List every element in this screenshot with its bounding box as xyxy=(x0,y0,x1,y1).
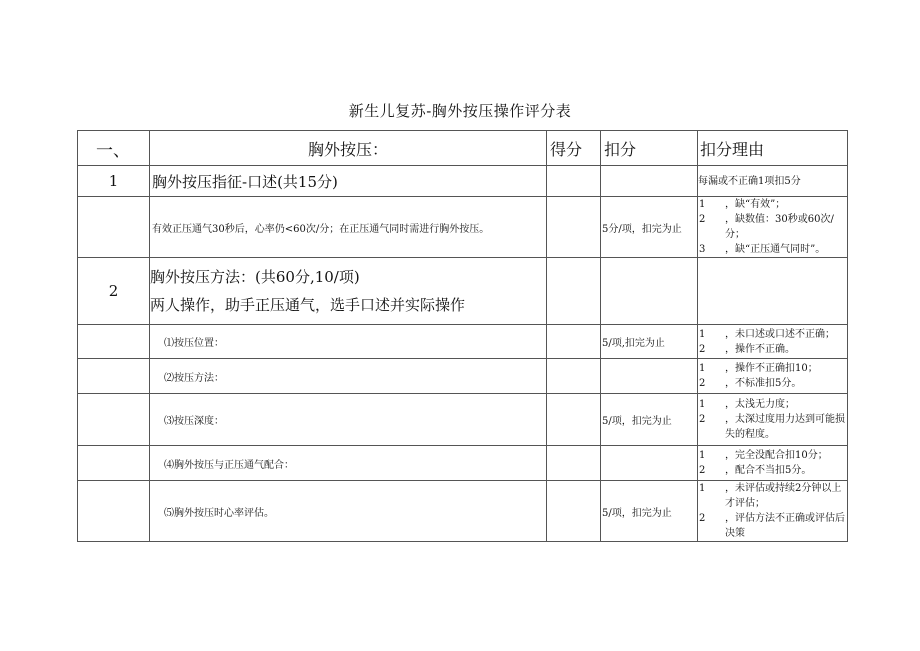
score-cell xyxy=(547,325,601,359)
reason-num: 1 xyxy=(699,450,706,461)
row-item: 有效正压通气30秒后，心率仍<60次/分；在正压通气同时需进行胸外按压。 xyxy=(150,197,547,258)
deduct-cell xyxy=(601,446,698,481)
reason-text: ，不标准扣5分。 xyxy=(725,378,802,389)
row-number xyxy=(78,197,150,258)
score-table xyxy=(77,130,848,542)
reason-num: 1 xyxy=(699,328,706,340)
reason-text: ，太深过度用力达到可能损失的程度。 xyxy=(725,414,845,440)
deduct-cell xyxy=(601,258,698,325)
reason-num: 1 xyxy=(699,199,706,210)
reason-num: 1 xyxy=(699,483,706,494)
score-cell xyxy=(547,258,601,325)
header-section: 一、 xyxy=(78,131,150,166)
table-row xyxy=(78,394,848,446)
reason-cell xyxy=(698,258,848,325)
reason-num: 2 xyxy=(699,378,706,389)
header-reason: 扣分理由 xyxy=(698,131,848,166)
reason-text: ，操作不正确扣10； xyxy=(725,363,818,374)
deduct-cell: 5/项,扣完为止 xyxy=(601,325,698,359)
reason-num: 2 xyxy=(699,414,706,425)
reason-text: ，未评估或持续2分钟以上才评估； xyxy=(725,483,842,509)
reason-text: ，缺“有效”； xyxy=(725,199,786,210)
deduct-cell: 5分/项，扣完为止 xyxy=(601,197,698,258)
row-number: 1 xyxy=(78,166,150,197)
reason-text: ，太浅无力度； xyxy=(725,399,795,410)
deduct-cell: 5/项，扣完为止 xyxy=(601,394,698,446)
reason-cell xyxy=(698,359,848,394)
deduct-cell: 5/项，扣完为止 xyxy=(601,481,698,542)
table-header-row xyxy=(78,131,848,166)
reason-cell xyxy=(698,325,848,359)
table-row xyxy=(78,481,848,542)
row-item-line: 两人操作，助手正压通气，选手口述并实际操作 xyxy=(150,296,466,314)
reason-num: 1 xyxy=(699,399,706,410)
row-number xyxy=(78,359,150,394)
table-row xyxy=(78,446,848,481)
score-cell xyxy=(547,197,601,258)
header-item: 胸外按压： xyxy=(150,131,547,166)
row-item: ⑴按压位置： xyxy=(150,325,547,359)
row-item: ⑸胸外按压时心率评估。 xyxy=(150,481,547,542)
deduct-cell xyxy=(601,166,698,197)
reason-num: 2 xyxy=(699,214,706,225)
table-row xyxy=(78,258,848,325)
row-item: ⑶按压深度： xyxy=(150,394,547,446)
row-item: ⑵按压方法： xyxy=(150,359,547,394)
header-deduct: 扣分 xyxy=(601,131,698,166)
reason-num: 2 xyxy=(699,343,706,355)
table-row xyxy=(78,359,848,394)
reason-cell xyxy=(698,197,848,258)
reason-cell xyxy=(698,166,848,197)
reason-cell xyxy=(698,481,848,542)
row-number: 2 xyxy=(78,258,150,325)
reason-text: ，缺数值：30秒或60次/分； xyxy=(725,214,834,240)
score-cell xyxy=(547,481,601,542)
reason-num: 2 xyxy=(699,513,706,524)
score-cell xyxy=(547,394,601,446)
row-number xyxy=(78,481,150,542)
reason-num: 1 xyxy=(699,363,706,374)
row-number xyxy=(78,446,150,481)
row-item: 胸外按压指征-口述(共15分) xyxy=(150,166,547,197)
reason-cell xyxy=(698,394,848,446)
deduct-cell xyxy=(601,359,698,394)
header-score: 得分 xyxy=(547,131,601,166)
score-cell xyxy=(547,166,601,197)
page-title: 新生儿复苏-胸外按压操作评分表 xyxy=(348,102,572,120)
score-cell xyxy=(547,446,601,481)
reason-text: ，评估方法不正确或评估后决策 xyxy=(725,513,845,539)
reason-text: ，配合不当扣5分。 xyxy=(725,465,812,476)
table-row xyxy=(78,197,848,258)
row-number xyxy=(78,325,150,359)
reason-num: 2 xyxy=(699,465,706,476)
reason-cell xyxy=(698,446,848,481)
row-item-line: 胸外按压方法：(共60分,10/项) xyxy=(150,268,360,286)
reason-text: ，缺“正压通气同时”。 xyxy=(725,244,826,255)
row-item xyxy=(150,258,547,325)
row-number xyxy=(78,394,150,446)
reason-text: ，操作不正确。 xyxy=(725,343,795,355)
reason-text: 每漏或不正确1项扣5分 xyxy=(698,175,801,187)
table-row xyxy=(78,325,848,359)
reason-num: 3 xyxy=(699,244,706,255)
table-row xyxy=(78,166,848,197)
row-item: ⑷胸外按压与正压通气配合： xyxy=(150,446,547,481)
reason-text: ，未口述或口述不正确； xyxy=(725,328,835,340)
reason-text: ，完全没配合扣10分； xyxy=(725,450,828,461)
score-cell xyxy=(547,359,601,394)
